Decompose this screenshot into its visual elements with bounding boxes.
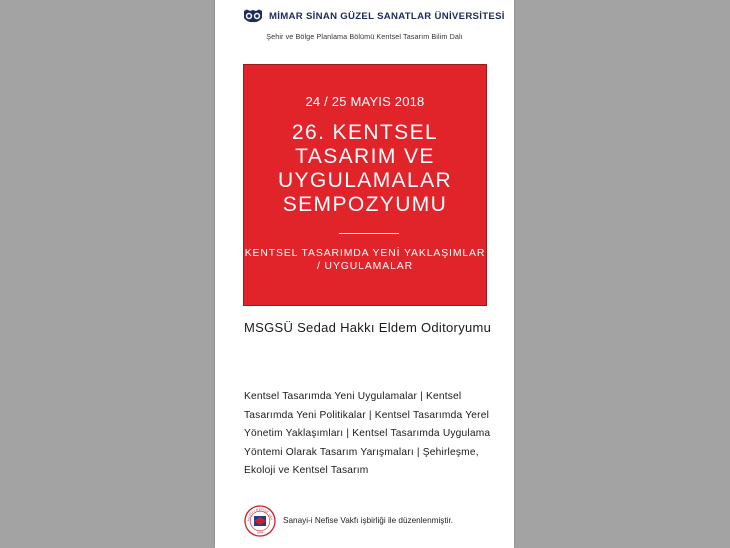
collaboration-note: Sanayi-i Nefise Vakfı işbirliği ile düzenlenmiştir. [283,516,454,525]
owl-logo-icon [243,9,263,23]
event-topics: Kentsel Tasarımda Yeni Uygulamalar | Kentsel Tasarımda Yeni Politikalar | Kentsel Tasarımda Yerel Yönetim Yaklaşımları | Kentsel Tasarımda Uygulama Yöntemi Olarak Tasarım Yarışmaları | Şehirleşme, Ekoloji ve Kentsel Tasarım [244,391,491,476]
seal-text: ANAYİ-İ NEFİSE VAK [246,507,274,522]
title-panel [243,64,487,306]
event-dates: 24 / 25 MAYIS 2018 [305,94,425,109]
event-title: 26. KENTSEL TASARIM VE UYGULAMALAR SEMPOZYUMU [277,121,453,216]
divider [339,233,399,234]
foundation-seal-icon [244,505,276,537]
university-name: MİMAR SİNAN GÜZEL SANATLAR ÜNİVERSİTESİ [269,10,505,22]
event-venue: MSGSÜ Sedad Hakkı Eldem Oditoryumu [244,320,492,335]
event-subtitle: KENTSEL TASARIMDA YENİ YAKLAŞIMLAR / UYGULAMALAR [244,248,486,272]
department-name: Şehir ve Bölge Planlama Bölümü Kentsel Tasarım Bilim Dalı [266,32,463,41]
symposium-poster [215,0,514,548]
university-header [243,9,505,23]
seal-year: 1884 [256,530,264,535]
